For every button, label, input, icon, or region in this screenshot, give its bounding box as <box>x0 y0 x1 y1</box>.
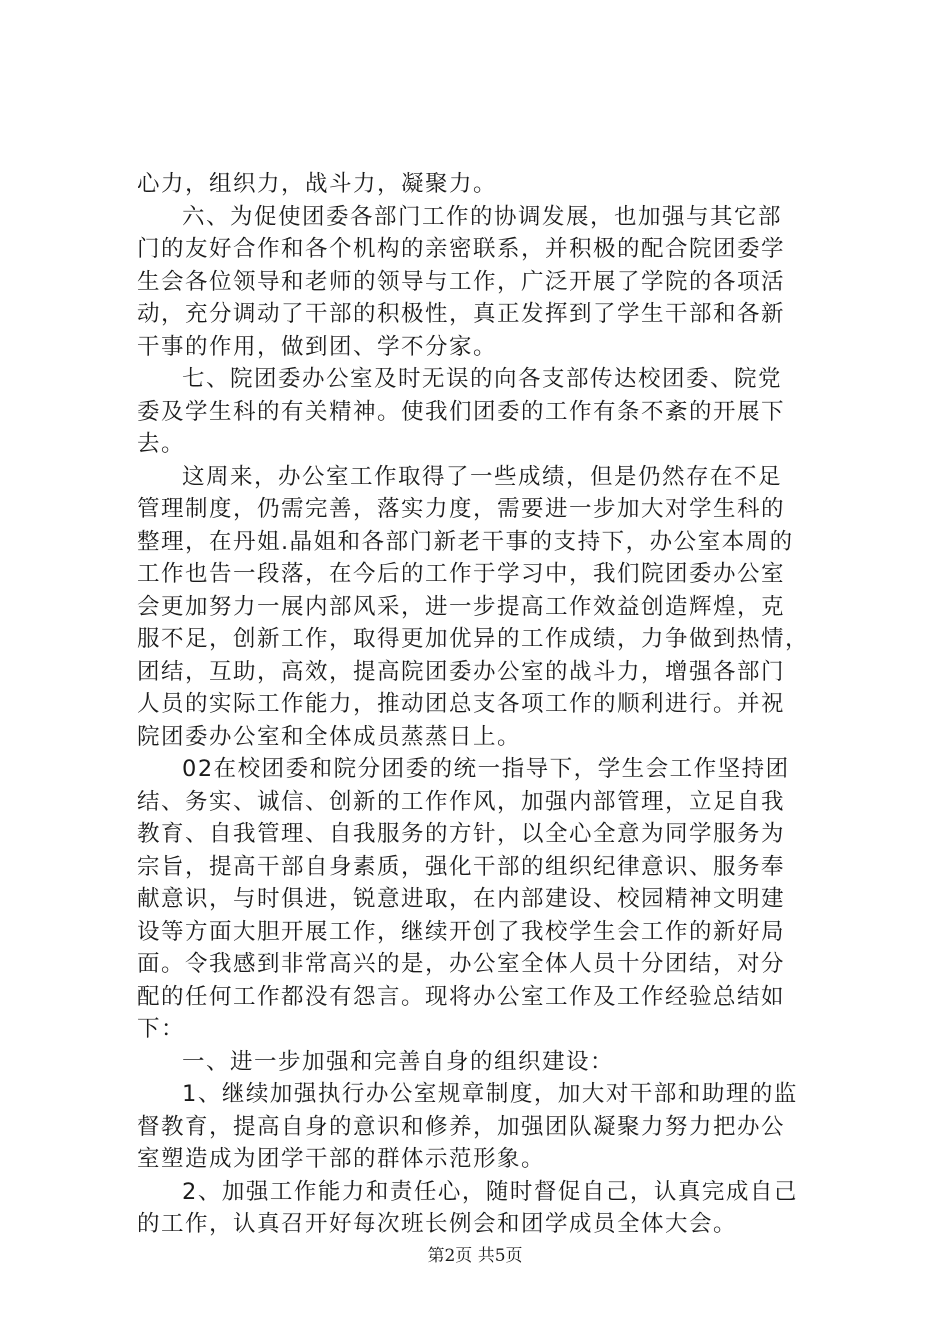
text-line: 面。令我感到非常高兴的是，办公室全体人员十分团结，对分 <box>137 951 786 977</box>
text-line: 委及学生科的有关精神。使我们团委的工作有条不紊的开展下 <box>137 398 786 425</box>
text-line: 会更加努力一展内部风采，进一步提高工作效益创造辉煌，克 <box>137 593 786 620</box>
text-line: 02在校团委和院分团委的统一指导下，学生会工作坚持团 <box>182 756 790 782</box>
text-line: 六、为促使团委各部门工作的协调发展，也加强与其它部 <box>182 203 783 230</box>
text-line: 院团委办公室和全体成员蒸蒸日上。 <box>137 723 522 750</box>
text-line: 结、务实、诚信、创新的工作作风，加强内部管理，立足自我 <box>137 788 786 815</box>
text-line: 工作也告一段落，在今后的工作于学习中，我们院团委办公室 <box>137 561 786 587</box>
text-line: 管理制度，仍需完善，落实力度，需要进一步加大对学生科的 <box>137 496 786 522</box>
text-line: 1、继续加强执行办公室规章制度，加大对干部和助理的监 <box>182 1081 798 1107</box>
text-line: 献意识，与时俱进，锐意进取，在内部建设、校园精神文明建 <box>137 886 786 912</box>
text-line: 宗旨，提高干部自身素质，强化干部的组织纪律意识、服务奉 <box>137 853 786 880</box>
text-line: 设等方面大胆开展工作，继续开创了我校学生会工作的新好局 <box>137 918 786 945</box>
text-line: 整理，在丹姐.晶姐和各部门新老干事的支持下，办公室本周的 <box>137 528 794 555</box>
text-line: 2、加强工作能力和责任心，随时督促自己，认真完成自己 <box>182 1178 798 1205</box>
text-line: 室塑造成为团学干部的群体示范形象。 <box>137 1146 546 1172</box>
text-line: 人员的实际工作能力，推动团总支各项工作的顺利进行。并祝 <box>137 691 786 717</box>
text-line: 心力，组织力，战斗力，凝聚力。 <box>137 171 498 197</box>
text-line: 去。 <box>137 431 186 457</box>
text-line: 配的任何工作都没有怨言。现将办公室工作及工作经验总结如 <box>137 983 786 1010</box>
text-line: 教育、自我管理、自我服务的方针，以全心全意为同学服务为 <box>137 821 786 847</box>
text-line: 的工作，认真召开好每次班长例会和团学成员全体大会。 <box>137 1211 738 1237</box>
page-footer: 第2页 共5页 <box>427 1246 523 1266</box>
text-line: 生会各位领导和老师的领导与工作，广泛开展了学院的各项活 <box>137 268 786 295</box>
text-line: 一、进一步加强和完善自身的组织建设： <box>182 1048 615 1075</box>
text-line: 动，充分调动了干部的积极性，真正发挥到了学生干部和各新 <box>137 301 786 327</box>
text-line: 服不足，创新工作，取得更加优异的工作成绩，力争做到热情， <box>137 626 810 652</box>
text-line: 门的友好合作和各个机构的亲密联系，并积极的配合院团委学 <box>137 236 786 262</box>
document-body <box>137 168 857 1241</box>
text-line: 下： <box>137 1016 186 1042</box>
text-line: 这周来，办公室工作取得了一些成绩，但是仍然存在不足 <box>182 463 783 490</box>
text-line: 七、院团委办公室及时无误的向各支部传达校团委、院党 <box>182 366 783 392</box>
text-line: 督教育，提高自身的意识和修养，加强团队凝聚力努力把办公 <box>137 1113 786 1140</box>
text-line: 干事的作用，做到团、学不分家。 <box>137 333 498 360</box>
text-line: 团结，互助，高效，提高院团委办公室的战斗力，增强各部门 <box>137 658 786 685</box>
